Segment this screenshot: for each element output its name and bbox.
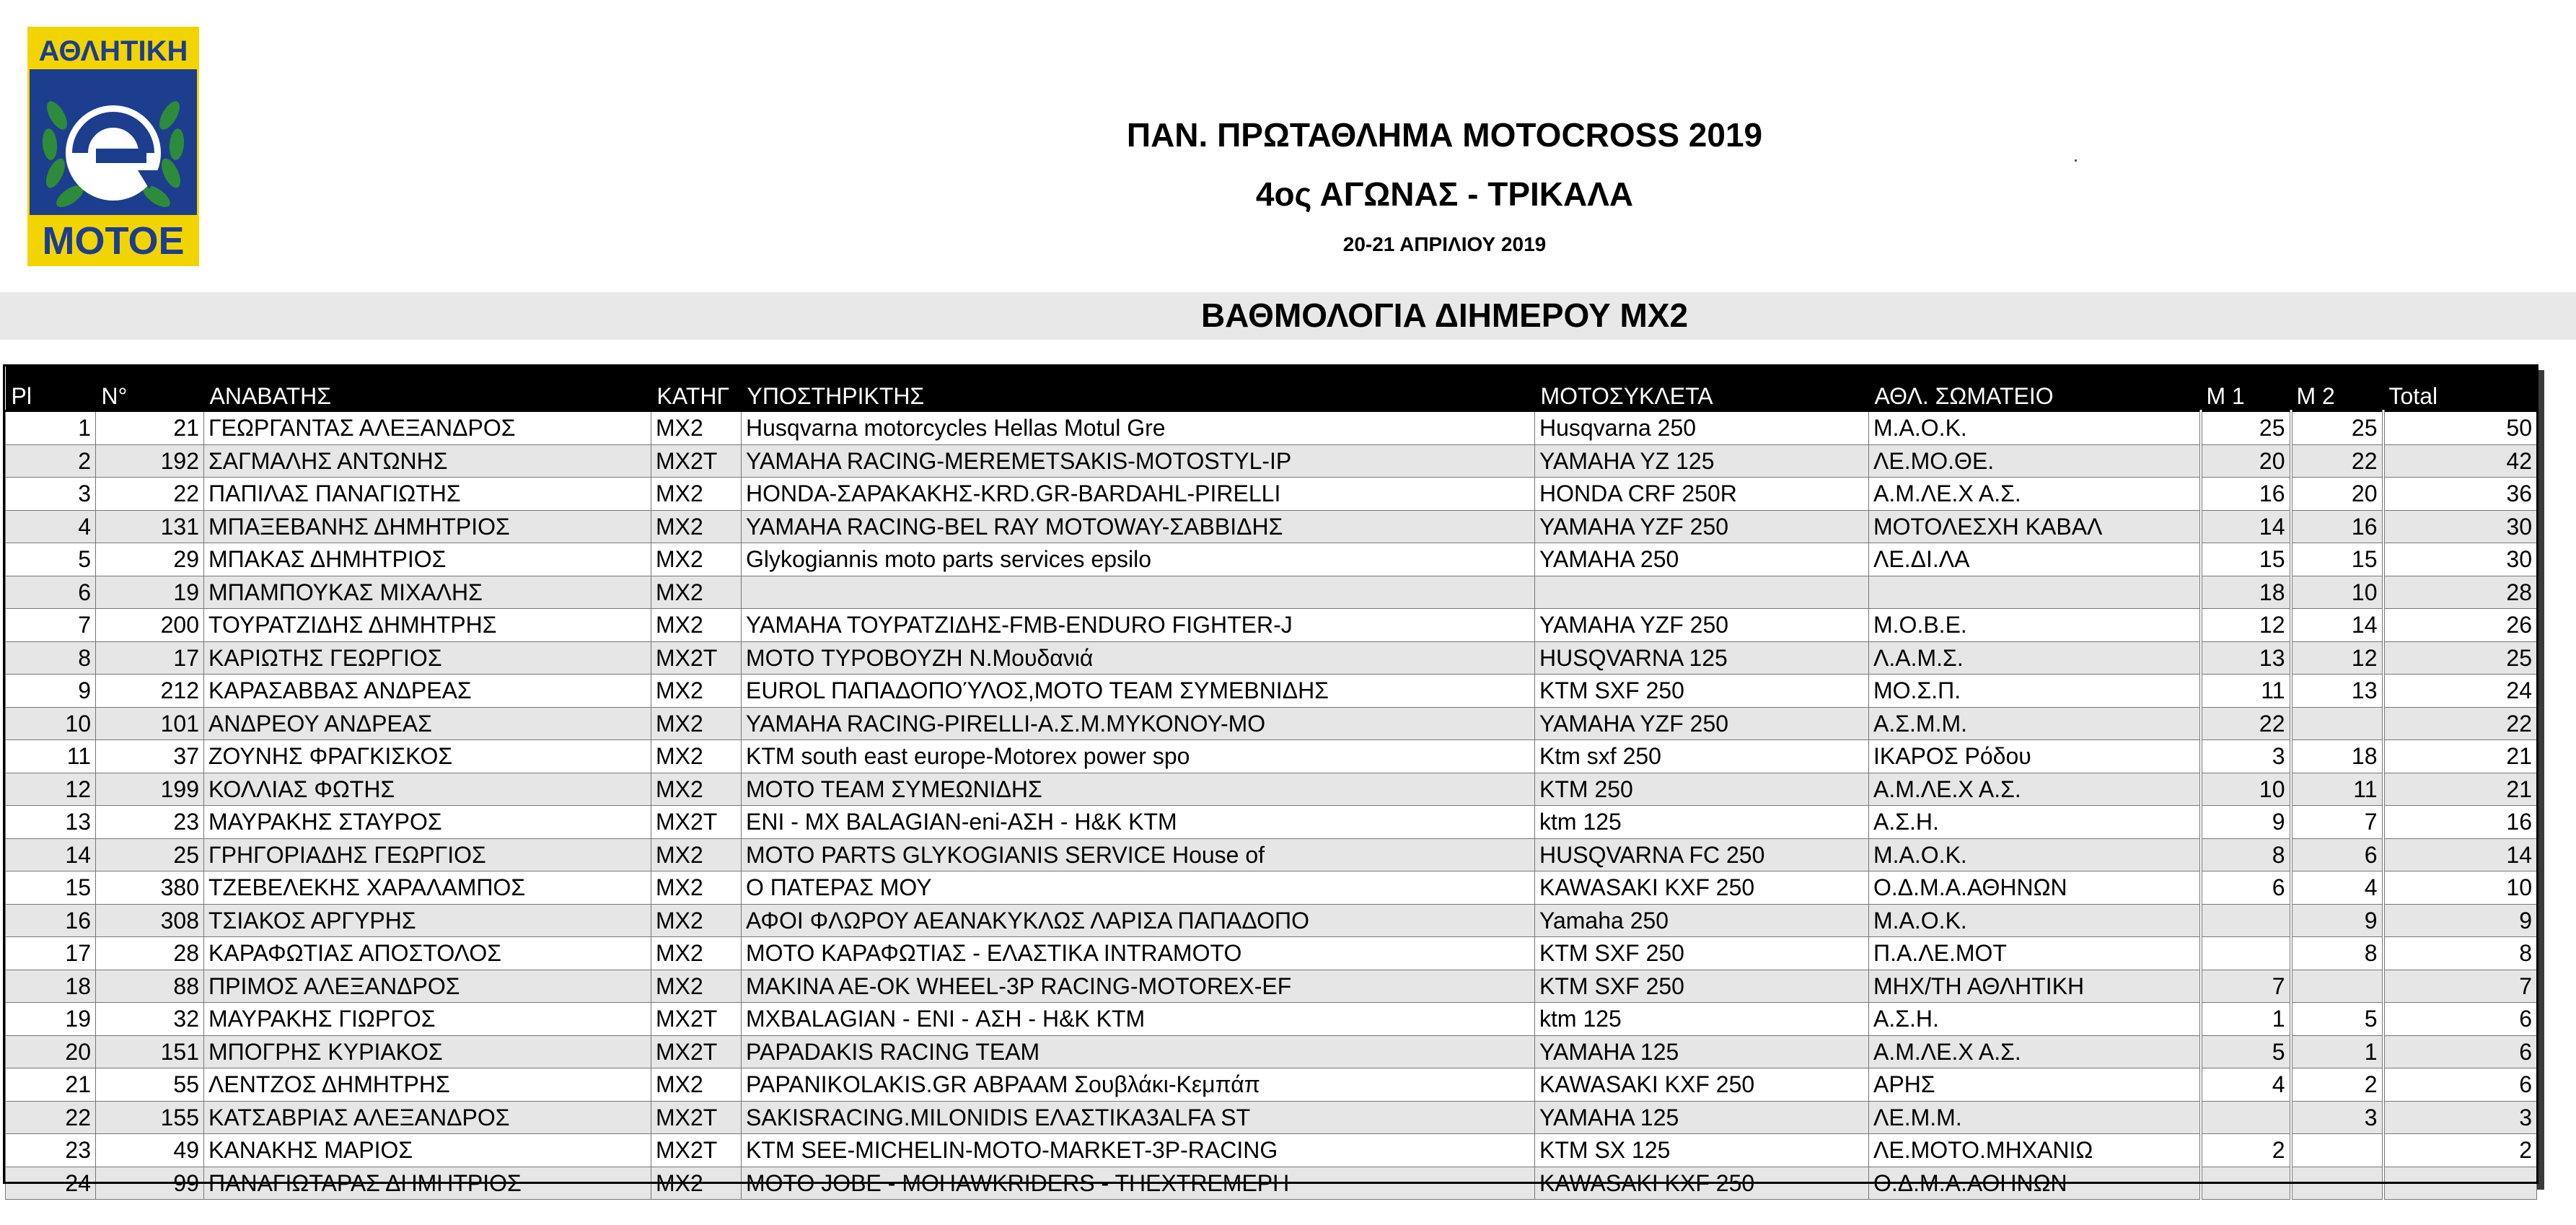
cell-club: Α.Μ.ΛΕ.Χ Α.Σ. xyxy=(1869,1035,2201,1068)
cell-place: 23 xyxy=(6,1134,96,1167)
cell-number: 308 xyxy=(96,904,204,937)
cell-number: 28 xyxy=(96,937,204,970)
cell-category: MX2T xyxy=(651,1101,742,1134)
cell-place: 2 xyxy=(6,444,96,478)
cell-moto1: 8 xyxy=(2201,838,2291,871)
cell-category: MX2T xyxy=(651,806,742,839)
cell-number: 99 xyxy=(96,1167,204,1200)
event-dates: 20-21 ΑΠΡΙΛΙΟΥ 2019 xyxy=(1342,233,1547,255)
cell-rider: ΚΟΛΛΙΑΣ ΦΩΤΗΣ xyxy=(204,773,651,806)
cell-category: MX2 xyxy=(651,510,742,543)
cell-moto2: 1 xyxy=(2291,1035,2383,1068)
cell-number: 21 xyxy=(96,411,204,445)
cell-moto2: 12 xyxy=(2291,641,2383,675)
cell-category: MX2 xyxy=(651,1167,742,1200)
cell-club: ΛΕ.Μ.Μ. xyxy=(1869,1101,2201,1134)
cell-number: 55 xyxy=(96,1068,204,1102)
cell-moto1: 12 xyxy=(2201,609,2291,642)
cell-rider: ΛΕΝΤΖΟΣ ΔΗΜΗΤΡΗΣ xyxy=(204,1068,651,1102)
cell-moto1: 6 xyxy=(2201,871,2291,905)
cell-moto2: 13 xyxy=(2291,675,2383,708)
cell-club: ΛΕ.ΜΟ.ΘΕ. xyxy=(1869,444,2201,478)
cell-number: 88 xyxy=(96,970,204,1003)
cell-moto1: 10 xyxy=(2201,773,2291,806)
cell-total: 50 xyxy=(2383,411,2537,445)
cell-motorcycle: KTM SXF 250 xyxy=(1535,970,1869,1003)
section-title: ΒΑΘΜΟΛΟΓΙΑ ΔΙΗΜΕΡΟΥ MX2 xyxy=(1200,297,1689,334)
cell-moto1: 3 xyxy=(2201,740,2291,773)
cell-moto2: 15 xyxy=(2291,543,2383,576)
cell-place: 4 xyxy=(6,510,96,543)
cell-sponsor: PAPANIKOLAKIS.GR ΑΒΡΑΑΜ Σουβλάκι-Κεμπάπ xyxy=(742,1068,1535,1102)
cell-category: MX2 xyxy=(651,707,742,740)
col-header-moto2: M 2 xyxy=(2291,366,2383,411)
cell-sponsor: Glykogiannis moto parts services epsilo xyxy=(742,543,1535,576)
cell-total: 28 xyxy=(2383,576,2537,609)
cell-total: 8 xyxy=(2383,937,2537,970)
cell-place: 10 xyxy=(6,707,96,740)
cell-rider: ΜΑΥΡΑΚΗΣ ΣΤΑΥΡΟΣ xyxy=(204,806,651,839)
cell-total: 7 xyxy=(2383,970,2537,1003)
cell-moto1: 7 xyxy=(2201,970,2291,1003)
cell-category: MX2 xyxy=(651,838,742,871)
cell-rider: ΤΟΥΡΑΤΖΙΔΗΣ ΔΗΜΗΤΡΗΣ xyxy=(204,609,651,642)
cell-number: 199 xyxy=(96,773,204,806)
cell-category: MX2 xyxy=(651,411,742,445)
cell-total: 6 xyxy=(2383,1035,2537,1068)
cell-number: 151 xyxy=(96,1035,204,1068)
cell-motorcycle: YAMAHA 125 xyxy=(1535,1101,1869,1134)
cell-moto1: 1 xyxy=(2201,1003,2291,1036)
cell-sponsor: MXBALAGIAN - ENI - ΑΣΗ - H&K KTM xyxy=(742,1003,1535,1036)
cell-club: Ο.Δ.Μ.Α.ΑΘΗΝΩΝ xyxy=(1869,1167,2201,1200)
cell-motorcycle: HONDA CRF 250R xyxy=(1535,478,1869,511)
cell-sponsor: EUROL ΠΑΠΑΔΟΠΟΎΛΟΣ,MOTO TEAM ΣΥΜΕΒΝΙΔΗΣ xyxy=(742,675,1535,708)
cell-number: 32 xyxy=(96,1003,204,1036)
cell-moto1: 13 xyxy=(2201,641,2291,675)
cell-total: 3 xyxy=(2383,1101,2537,1134)
cell-moto1: 5 xyxy=(2201,1035,2291,1068)
svg-text:ΑΘΛΗΤΙΚΗ: ΑΘΛΗΤΙΚΗ xyxy=(38,35,188,67)
cell-number: 131 xyxy=(96,510,204,543)
cell-total: 9 xyxy=(2383,904,2537,937)
cell-place: 20 xyxy=(6,1035,96,1068)
cell-place: 24 xyxy=(6,1167,96,1200)
cell-category: MX2T xyxy=(651,1003,742,1036)
cell-club: ΛΕ.ΔΙ.ΛΑ xyxy=(1869,543,2201,576)
cell-motorcycle: KAWASAKI KXF 250 xyxy=(1535,1068,1869,1102)
cell-category: MX2 xyxy=(651,1068,742,1102)
cell-sponsor: PAPADAKIS RACING TEAM xyxy=(742,1035,1535,1068)
cell-club: Π.Α.ΛΕ.ΜΟΤ xyxy=(1869,937,2201,970)
cell-place: 3 xyxy=(6,478,96,511)
cell-place: 16 xyxy=(6,904,96,937)
cell-moto2: 7 xyxy=(2291,806,2383,839)
cell-category: MX2 xyxy=(651,871,742,905)
cell-motorcycle: Yamaha 250 xyxy=(1535,904,1869,937)
cell-total: 14 xyxy=(2383,838,2537,871)
cell-moto2: 10 xyxy=(2291,576,2383,609)
table-frame xyxy=(3,364,2538,1184)
cell-number: 101 xyxy=(96,707,204,740)
cell-moto2: 5 xyxy=(2291,1003,2383,1036)
cell-motorcycle: YAMAHA YZ 125 xyxy=(1535,444,1869,478)
cell-category: MX2 xyxy=(651,543,742,576)
cell-total: 21 xyxy=(2383,773,2537,806)
cell-motorcycle: ktm 125 xyxy=(1535,1003,1869,1036)
cell-number: 200 xyxy=(96,609,204,642)
cell-category: MX2T xyxy=(651,641,742,675)
cell-place: 9 xyxy=(6,675,96,708)
cell-rider: ΚΑΤΣΑΒΡΙΑΣ ΑΛΕΞΑΝΔΡΟΣ xyxy=(204,1101,651,1134)
championship-title: ΠΑΝ. ΠΡΩΤΑΘΛΗΜΑ MOTOCROSS 2019 xyxy=(1126,116,1763,154)
cell-sponsor: YAMAHA RACING-MEREMETSAKIS-MOTOSTYL-IP xyxy=(742,444,1535,478)
cell-total: 36 xyxy=(2383,478,2537,511)
cell-rider: ΣΑΓΜΑΛΗΣ ΑΝΤΩΝΗΣ xyxy=(204,444,651,478)
cell-club: Α.Σ.Η. xyxy=(1869,1003,2201,1036)
col-header-place: Pl xyxy=(6,366,96,411)
cell-sponsor: ENI - MX BALAGIAN-eni-ΑΣΗ - H&K KTM xyxy=(742,806,1535,839)
cell-moto1: 11 xyxy=(2201,675,2291,708)
cell-rider: ΚΑΡΑΣΑΒΒΑΣ ΑΝΔΡΕΑΣ xyxy=(204,675,651,708)
cell-place: 17 xyxy=(6,937,96,970)
cell-rider: ΤΖΕΒΕΛΕΚΗΣ ΧΑΡΑΛΑΜΠΟΣ xyxy=(204,871,651,905)
event-subtitle: 4ος ΑΓΩΝΑΣ - ΤΡΙΚΑΛΑ xyxy=(1255,175,1634,213)
cell-rider: ΚΑΡΑΦΩΤΙΑΣ ΑΠΟΣΤΟΛΟΣ xyxy=(204,937,651,970)
cell-rider: ΓΡΗΓΟΡΙΑΔΗΣ ΓΕΩΡΓΙΟΣ xyxy=(204,838,651,871)
cell-rider: ΜΠΑΞΕΒΑΝΗΣ ΔΗΜΗΤΡΙΟΣ xyxy=(204,510,651,543)
cell-sponsor: YAMAHA RACING-BEL RAY MOTOWAY-ΣΑΒΒΙΔΗΣ xyxy=(742,510,1535,543)
cell-number: 23 xyxy=(96,806,204,839)
cell-moto2: 8 xyxy=(2291,937,2383,970)
cell-total: 24 xyxy=(2383,675,2537,708)
cell-place: 13 xyxy=(6,806,96,839)
cell-place: 5 xyxy=(6,543,96,576)
cell-motorcycle: KTM 250 xyxy=(1535,773,1869,806)
cell-sponsor: SAKISRACING.MILONIDIS ΕΛΑΣΤΙΚΑ3ALFA ST xyxy=(742,1101,1535,1134)
cell-club: ΑΡΗΣ xyxy=(1869,1068,2201,1102)
cell-moto1: 16 xyxy=(2201,478,2291,511)
cell-number: 49 xyxy=(96,1134,204,1167)
col-header-rider: ΑΝΑΒΑΤΗΣ xyxy=(204,366,651,411)
cell-motorcycle: HUSQVARNA 125 xyxy=(1535,641,1869,675)
cell-club: Α.Σ.Η. xyxy=(1869,806,2201,839)
cell-rider: ΠΡΙΜΟΣ ΑΛΕΞΑΝΔΡΟΣ xyxy=(204,970,651,1003)
cell-moto2: 9 xyxy=(2291,904,2383,937)
cell-club: Α.Μ.ΛΕ.Χ Α.Σ. xyxy=(1869,773,2201,806)
cell-sponsor: MOTO PARTS GLYKOGIANIS SERVICE House of xyxy=(742,838,1535,871)
cell-motorcycle: ktm 125 xyxy=(1535,806,1869,839)
cell-category: MX2 xyxy=(651,970,742,1003)
cell-club: Μ.Α.Ο.Κ. xyxy=(1869,904,2201,937)
cell-sponsor: KTM SEE-MICHELIN-MOTO-MARKET-3P-RACING xyxy=(742,1134,1535,1167)
cell-moto2: 18 xyxy=(2291,740,2383,773)
col-header-motorcycle: ΜΟΤΟΣΥΚΛΕΤΑ xyxy=(1535,366,1869,411)
cell-sponsor: MOTO ΤΥΡΟΒΟΥΖΗ Ν.Μουδανιά xyxy=(742,641,1535,675)
cell-club: ΛΕ.ΜΟΤΟ.ΜΗΧΑΝΙΩ xyxy=(1869,1134,2201,1167)
cell-motorcycle: HUSQVARNA FC 250 xyxy=(1535,838,1869,871)
cell-sponsor: Husqvarna motorcycles Hellas Motul Gre xyxy=(742,411,1535,445)
cell-moto1: 4 xyxy=(2201,1068,2291,1102)
cell-moto2: 14 xyxy=(2291,609,2383,642)
cell-number: 192 xyxy=(96,444,204,478)
cell-category: MX2 xyxy=(651,904,742,937)
cell-total: 30 xyxy=(2383,543,2537,576)
cell-club: Λ.Α.Μ.Σ. xyxy=(1869,641,2201,675)
cell-number: 25 xyxy=(96,838,204,871)
cell-place: 11 xyxy=(6,740,96,773)
cell-moto2: 3 xyxy=(2291,1101,2383,1134)
cell-moto1: 2 xyxy=(2201,1134,2291,1167)
cell-place: 22 xyxy=(6,1101,96,1134)
cell-motorcycle: KTM SX 125 xyxy=(1535,1134,1869,1167)
cell-rider: ΜΠΑΚΑΣ ΔΗΜΗΤΡΙΟΣ xyxy=(204,543,651,576)
cell-moto2: 16 xyxy=(2291,510,2383,543)
cell-club: ΙΚΑΡΟΣ Ρόδου xyxy=(1869,740,2201,773)
col-header-category: ΚΑΤΗΓ xyxy=(651,366,742,411)
col-header-moto1: M 1 xyxy=(2201,366,2291,411)
cell-number: 212 xyxy=(96,675,204,708)
svg-text:ΜΟΤΟΕ: ΜΟΤΟΕ xyxy=(42,219,185,263)
cell-sponsor: YAMAHA ΤΟΥΡΑΤΖΙΔΗΣ-FMB-ENDURO FIGHTER-J xyxy=(742,609,1535,642)
cell-total: 30 xyxy=(2383,510,2537,543)
cell-rider: ΓΕΩΡΓΑΝΤΑΣ ΑΛΕΞΑΝΔΡΟΣ xyxy=(204,411,651,445)
cell-number: 155 xyxy=(96,1101,204,1134)
cell-rider: ΜΠΟΓΡΗΣ ΚΥΡΙΑΚΟΣ xyxy=(204,1035,651,1068)
cell-sponsor: KTM south east europe-Motorex power spo xyxy=(742,740,1535,773)
cell-moto2: 11 xyxy=(2291,773,2383,806)
cell-motorcycle: Ktm sxf 250 xyxy=(1535,740,1869,773)
cell-moto2: 2 xyxy=(2291,1068,2383,1102)
cell-total: 25 xyxy=(2383,641,2537,675)
cell-number: 29 xyxy=(96,543,204,576)
cell-club: Μ.Α.Ο.Κ. xyxy=(1869,838,2201,871)
cell-category: MX2T xyxy=(651,444,742,478)
cell-number: 17 xyxy=(96,641,204,675)
col-header-total: Total xyxy=(2383,366,2537,411)
cell-place: 1 xyxy=(6,411,96,445)
cell-motorcycle: YAMAHA YZF 250 xyxy=(1535,609,1869,642)
cell-moto1: 25 xyxy=(2201,411,2291,445)
col-header-number: N° xyxy=(96,366,204,411)
cell-category: MX2 xyxy=(651,675,742,708)
cell-club: ΜΟΤΟΛΕΣΧΗ ΚΑΒΑΛ xyxy=(1869,510,2201,543)
cell-club: Μ.Α.Ο.Κ. xyxy=(1869,411,2201,445)
cell-rider: ΠΑΝΑΓΙΩΤΑΡΑΣ ΔΗΜΗΤΡΙΟΣ xyxy=(204,1167,651,1200)
cell-rider: ΤΣΙΑΚΟΣ ΑΡΓΥΡΗΣ xyxy=(204,904,651,937)
cell-category: MX2 xyxy=(651,773,742,806)
cell-club: Μ.Ο.Β.Ε. xyxy=(1869,609,2201,642)
cell-place: 19 xyxy=(6,1003,96,1036)
cell-total: 6 xyxy=(2383,1003,2537,1036)
cell-category: MX2T xyxy=(651,1134,742,1167)
cell-moto2: 6 xyxy=(2291,838,2383,871)
cell-number: 22 xyxy=(96,478,204,511)
cell-category: MX2 xyxy=(651,937,742,970)
cell-club: Α.Σ.Μ.Μ. xyxy=(1869,707,2201,740)
cell-total: 6 xyxy=(2383,1068,2537,1102)
cell-sponsor: MOTO ΚΑΡΑΦΩΤΙΑΣ - ΕΛΑΣΤΙΚΑ INTRAMOTO xyxy=(742,937,1535,970)
cell-category: MX2 xyxy=(651,576,742,609)
cell-place: 14 xyxy=(6,838,96,871)
cell-total: 42 xyxy=(2383,444,2537,478)
cell-sponsor: MOTO JOBE - MOHAWKRIDERS - THEXTREMEPH xyxy=(742,1167,1535,1200)
cell-motorcycle: YAMAHA YZF 250 xyxy=(1535,707,1869,740)
cell-sponsor: ΑΦΟΙ ΦΛΩΡΟΥ ΑΕΑΝΑΚΥΚΛΩΣ ΛΑΡΙΣΑ ΠΑΠΑΔΟΠΟ xyxy=(742,904,1535,937)
cell-rider: ΖΟΥΝΗΣ ΦΡΑΓΚΙΣΚΟΣ xyxy=(204,740,651,773)
cell-place: 12 xyxy=(6,773,96,806)
cell-moto1: 18 xyxy=(2201,576,2291,609)
cell-number: 19 xyxy=(96,576,204,609)
cell-place: 8 xyxy=(6,641,96,675)
cell-number: 37 xyxy=(96,740,204,773)
cell-moto2: 20 xyxy=(2291,478,2383,511)
cell-motorcycle: KAWASAKI KXF 250 xyxy=(1535,871,1869,905)
cell-motorcycle: KTM SXF 250 xyxy=(1535,937,1869,970)
cell-club: ΜΟ.Σ.Π. xyxy=(1869,675,2201,708)
cell-moto2: 25 xyxy=(2291,411,2383,445)
cell-place: 6 xyxy=(6,576,96,609)
cell-place: 18 xyxy=(6,970,96,1003)
cell-moto1: 14 xyxy=(2201,510,2291,543)
cell-total: 10 xyxy=(2383,871,2537,905)
cell-place: 21 xyxy=(6,1068,96,1102)
cell-place: 7 xyxy=(6,609,96,642)
cell-sponsor: MOTO TEAM ΣΥΜΕΩΝΙΔΗΣ xyxy=(742,773,1535,806)
col-header-sponsor: ΥΠΟΣΤΗΡΙΚΤΗΣ xyxy=(742,366,1535,411)
cell-category: MX2 xyxy=(651,478,742,511)
cell-sponsor: YAMAHA RACING-PIRELLI-Α.Σ.Μ.ΜΥΚΟΝΟΥ-ΜΟ xyxy=(742,707,1535,740)
cell-sponsor: MAKINA AE-OK WHEEL-3P RACING-MOTOREX-EF xyxy=(742,970,1535,1003)
cell-club: Ο.Δ.Μ.Α.ΑΘΗΝΩΝ xyxy=(1869,871,2201,905)
cell-rider: ΚΑΡΙΩΤΗΣ ΓΕΩΡΓΙΟΣ xyxy=(204,641,651,675)
cell-sponsor: HONDA-ΣΑΡΑΚΑΚΗΣ-KRD.GR-BARDAHL-PIRELLI xyxy=(742,478,1535,511)
cell-motorcycle: YAMAHA 125 xyxy=(1535,1035,1869,1068)
cell-motorcycle: YAMAHA 250 xyxy=(1535,543,1869,576)
cell-moto2: 4 xyxy=(2291,871,2383,905)
cell-moto1: 20 xyxy=(2201,444,2291,478)
cell-moto1: 15 xyxy=(2201,543,2291,576)
cell-motorcycle: Husqvarna 250 xyxy=(1535,411,1869,445)
cell-number: 380 xyxy=(96,871,204,905)
cell-total: 2 xyxy=(2383,1134,2537,1167)
cell-moto2: 22 xyxy=(2291,444,2383,478)
cell-total: 22 xyxy=(2383,707,2537,740)
col-header-club: ΑΘΛ. ΣΩΜΑΤΕΙΟ xyxy=(1869,366,2201,411)
cell-rider: ΚΑΝΑΚΗΣ ΜΑΡΙΟΣ xyxy=(204,1134,651,1167)
cell-rider: ΜΑΥΡΑΚΗΣ ΓΙΩΡΓΟΣ xyxy=(204,1003,651,1036)
cell-moto1: 9 xyxy=(2201,806,2291,839)
cell-club: ΜΗΧ/ΤΗ ΑΘΛΗΤΙΚΗ xyxy=(1869,970,2201,1003)
stray-dot xyxy=(2075,159,2077,162)
cell-rider: ΜΠΑΜΠΟΥΚΑΣ ΜΙΧΑΛΗΣ xyxy=(204,576,651,609)
cell-place: 15 xyxy=(6,871,96,905)
cell-sponsor: Ο ΠΑΤΕΡΑΣ ΜΟΥ xyxy=(742,871,1535,905)
cell-motorcycle: KAWASAKI KXF 250 xyxy=(1535,1167,1869,1200)
cell-moto1: 22 xyxy=(2201,707,2291,740)
cell-club: Α.Μ.ΛΕ.Χ Α.Σ. xyxy=(1869,478,2201,511)
cell-rider: ΑΝΔΡΕΟΥ ΑΝΔΡΕΑΣ xyxy=(204,707,651,740)
cell-total: 26 xyxy=(2383,609,2537,642)
cell-total: 21 xyxy=(2383,740,2537,773)
cell-category: MX2T xyxy=(651,1035,742,1068)
cell-rider: ΠΑΠΙΛΑΣ ΠΑΝΑΓΙΩΤΗΣ xyxy=(204,478,651,511)
cell-motorcycle: YAMAHA YZF 250 xyxy=(1535,510,1869,543)
cell-category: MX2 xyxy=(651,609,742,642)
cell-total: 16 xyxy=(2383,806,2537,839)
cell-motorcycle: KTM SXF 250 xyxy=(1535,675,1869,708)
cell-category: MX2 xyxy=(651,740,742,773)
